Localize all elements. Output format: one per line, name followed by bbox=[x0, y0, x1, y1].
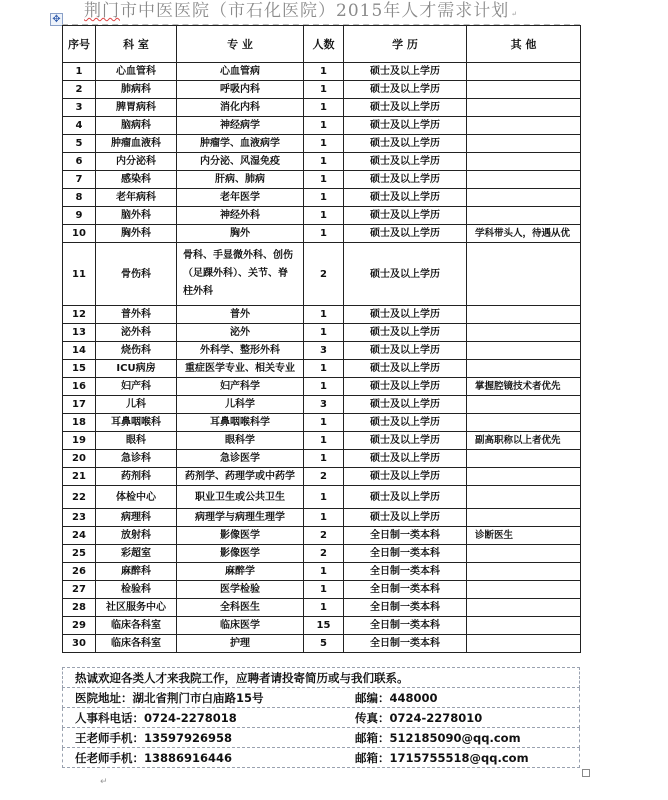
row-count: 1 bbox=[304, 306, 344, 324]
row-count: 2 bbox=[304, 527, 344, 545]
row-other bbox=[467, 450, 581, 468]
table-row bbox=[63, 599, 581, 617]
row-education: 硕士及以上学历 bbox=[344, 450, 467, 468]
footer-row bbox=[63, 728, 580, 748]
row-major: 重症医学专业、相关专业 bbox=[177, 360, 304, 378]
recruitment-table bbox=[62, 25, 581, 653]
header-count: 人数 bbox=[304, 26, 344, 63]
row-department: 普外科 bbox=[96, 306, 177, 324]
row-education: 硕士及以上学历 bbox=[344, 414, 467, 432]
row-department: 麻醉科 bbox=[96, 563, 177, 581]
row-department: 肿瘤血液科 bbox=[96, 135, 177, 153]
row-education: 全日制一类本科 bbox=[344, 527, 467, 545]
row-education: 硕士及以上学历 bbox=[344, 432, 467, 450]
wang-mobile-text: 王老师手机：13597926958 bbox=[75, 730, 233, 745]
row-major: 肿瘤学、血液病学 bbox=[177, 135, 304, 153]
row-count: 1 bbox=[304, 189, 344, 207]
row-department: 病理科 bbox=[96, 509, 177, 527]
footer-row bbox=[63, 708, 580, 728]
row-number: 29 bbox=[63, 617, 96, 635]
row-number: 2 bbox=[63, 81, 96, 99]
row-other bbox=[467, 581, 581, 599]
row-other bbox=[467, 396, 581, 414]
row-department: 脾胃病科 bbox=[96, 99, 177, 117]
row-major: 耳鼻咽喉科学 bbox=[177, 414, 304, 432]
row-education: 硕士及以上学历 bbox=[344, 225, 467, 243]
row-number: 6 bbox=[63, 153, 96, 171]
row-education: 硕士及以上学历 bbox=[344, 396, 467, 414]
header-education: 学 历 bbox=[344, 26, 467, 63]
row-other bbox=[467, 617, 581, 635]
row-department: 心血管科 bbox=[96, 63, 177, 81]
row-number: 21 bbox=[63, 468, 96, 486]
row-major: 神经病学 bbox=[177, 117, 304, 135]
row-education: 硕士及以上学历 bbox=[344, 324, 467, 342]
row-other bbox=[467, 153, 581, 171]
table-row bbox=[63, 243, 581, 306]
row-count: 1 bbox=[304, 171, 344, 189]
row-education: 硕士及以上学历 bbox=[344, 99, 467, 117]
row-education: 硕士及以上学历 bbox=[344, 378, 467, 396]
row-major: 骨科、手显微外科、创伤（足踝外科）、关节、脊柱外科 bbox=[177, 243, 304, 306]
table-row bbox=[63, 414, 581, 432]
footer-row bbox=[63, 688, 580, 708]
row-education: 硕士及以上学历 bbox=[344, 63, 467, 81]
row-department: 脑外科 bbox=[96, 207, 177, 225]
row-other bbox=[467, 324, 581, 342]
row-major: 影像医学 bbox=[177, 527, 304, 545]
row-count: 5 bbox=[304, 635, 344, 653]
row-other bbox=[467, 99, 581, 117]
row-department: 社区服务中心 bbox=[96, 599, 177, 617]
row-count: 1 bbox=[304, 225, 344, 243]
row-count: 2 bbox=[304, 243, 344, 306]
table-row bbox=[63, 63, 581, 81]
row-count: 1 bbox=[304, 153, 344, 171]
row-department: 妇产科 bbox=[96, 378, 177, 396]
row-other bbox=[467, 306, 581, 324]
footer-row bbox=[63, 748, 580, 768]
row-department: 骨伤科 bbox=[96, 243, 177, 306]
fax-text: 传真：0724-2278010 bbox=[355, 710, 483, 725]
table-row bbox=[63, 360, 581, 378]
table-row bbox=[63, 153, 581, 171]
row-department: 肺病科 bbox=[96, 81, 177, 99]
row-number: 14 bbox=[63, 342, 96, 360]
row-major: 神经外科 bbox=[177, 207, 304, 225]
row-other bbox=[467, 189, 581, 207]
title-prefix: 荆门 bbox=[84, 1, 120, 21]
footer-row bbox=[63, 668, 580, 688]
row-count: 1 bbox=[304, 563, 344, 581]
table-row bbox=[63, 509, 581, 527]
row-department: 放射科 bbox=[96, 527, 177, 545]
row-other bbox=[467, 414, 581, 432]
table-row bbox=[63, 486, 581, 509]
table-row bbox=[63, 117, 581, 135]
row-number: 1 bbox=[63, 63, 96, 81]
table-row bbox=[63, 450, 581, 468]
title-rest: 市中医医院（市石化医院）2015年人才需求计划 bbox=[120, 1, 510, 21]
row-count: 1 bbox=[304, 207, 344, 225]
table-row bbox=[63, 342, 581, 360]
table-row bbox=[63, 306, 581, 324]
table-row bbox=[63, 171, 581, 189]
row-education: 全日制一类本科 bbox=[344, 563, 467, 581]
row-count: 1 bbox=[304, 63, 344, 81]
table-header-row bbox=[63, 26, 581, 63]
row-other: 诊断医生 bbox=[467, 527, 581, 545]
row-education: 硕士及以上学历 bbox=[344, 81, 467, 99]
row-other: 学科带头人，待遇从优 bbox=[467, 225, 581, 243]
row-other bbox=[467, 599, 581, 617]
table-row bbox=[63, 324, 581, 342]
row-major: 内分泌、风湿免疫 bbox=[177, 153, 304, 171]
table-row bbox=[63, 189, 581, 207]
row-major: 职业卫生或公共卫生 bbox=[177, 486, 304, 509]
row-major: 护理 bbox=[177, 635, 304, 653]
row-department: 烧伤科 bbox=[96, 342, 177, 360]
row-education: 硕士及以上学历 bbox=[344, 243, 467, 306]
paragraph-return-icon: ↵ bbox=[511, 10, 519, 18]
header-dept: 科 室 bbox=[96, 26, 177, 63]
header-no: 序号 bbox=[63, 26, 96, 63]
row-education: 全日制一类本科 bbox=[344, 581, 467, 599]
row-count: 1 bbox=[304, 581, 344, 599]
row-department: ICU病房 bbox=[96, 360, 177, 378]
row-count: 15 bbox=[304, 617, 344, 635]
row-department: 彩超室 bbox=[96, 545, 177, 563]
row-other bbox=[467, 171, 581, 189]
row-count: 1 bbox=[304, 599, 344, 617]
row-count: 2 bbox=[304, 545, 344, 563]
table-move-handle-icon[interactable]: ✥ bbox=[50, 13, 63, 26]
row-department: 眼科 bbox=[96, 432, 177, 450]
row-number: 28 bbox=[63, 599, 96, 617]
table-row bbox=[63, 99, 581, 117]
row-major: 呼吸内科 bbox=[177, 81, 304, 99]
row-number: 12 bbox=[63, 306, 96, 324]
address-text: 医院地址：湖北省荆门市白庙路15号 bbox=[75, 690, 264, 705]
hr-phone-text: 人事科电话：0724-2278018 bbox=[75, 710, 237, 725]
table-row bbox=[63, 468, 581, 486]
row-other: 副高职称以上者优先 bbox=[467, 432, 581, 450]
row-education: 硕士及以上学历 bbox=[344, 509, 467, 527]
row-count: 1 bbox=[304, 360, 344, 378]
row-education: 硕士及以上学历 bbox=[344, 342, 467, 360]
row-count: 1 bbox=[304, 432, 344, 450]
row-major: 全科医生 bbox=[177, 599, 304, 617]
table-resize-handle[interactable] bbox=[582, 769, 590, 777]
row-number: 25 bbox=[63, 545, 96, 563]
postcode-text: 邮编：448000 bbox=[355, 690, 438, 705]
row-major: 儿科学 bbox=[177, 396, 304, 414]
table-row bbox=[63, 635, 581, 653]
row-department: 儿科 bbox=[96, 396, 177, 414]
row-major: 临床医学 bbox=[177, 617, 304, 635]
row-count: 1 bbox=[304, 81, 344, 99]
contact-table bbox=[62, 667, 580, 768]
row-education: 硕士及以上学历 bbox=[344, 306, 467, 324]
row-count: 3 bbox=[304, 342, 344, 360]
row-major: 眼科学 bbox=[177, 432, 304, 450]
row-other bbox=[467, 468, 581, 486]
row-count: 1 bbox=[304, 509, 344, 527]
row-major: 胸外 bbox=[177, 225, 304, 243]
row-other bbox=[467, 81, 581, 99]
row-education: 硕士及以上学历 bbox=[344, 135, 467, 153]
row-department: 感染科 bbox=[96, 171, 177, 189]
row-number: 22 bbox=[63, 486, 96, 509]
table-row bbox=[63, 207, 581, 225]
row-department: 泌外科 bbox=[96, 324, 177, 342]
table-row bbox=[63, 396, 581, 414]
row-number: 11 bbox=[63, 243, 96, 306]
row-department: 检验科 bbox=[96, 581, 177, 599]
row-major: 外科学、整形外科 bbox=[177, 342, 304, 360]
document-title bbox=[84, 0, 604, 22]
row-department: 急诊科 bbox=[96, 450, 177, 468]
paragraph-return-icon: ↵ bbox=[100, 777, 108, 787]
row-number: 8 bbox=[63, 189, 96, 207]
row-number: 17 bbox=[63, 396, 96, 414]
row-other bbox=[467, 135, 581, 153]
row-count: 1 bbox=[304, 486, 344, 509]
row-major: 药剂学、药理学或中药学 bbox=[177, 468, 304, 486]
row-major: 病理学与病理生理学 bbox=[177, 509, 304, 527]
table-row bbox=[63, 378, 581, 396]
row-major: 消化内科 bbox=[177, 99, 304, 117]
row-major: 心血管病 bbox=[177, 63, 304, 81]
row-other bbox=[467, 563, 581, 581]
row-department: 临床各科室 bbox=[96, 617, 177, 635]
row-department: 脑病科 bbox=[96, 117, 177, 135]
row-count: 1 bbox=[304, 135, 344, 153]
row-number: 23 bbox=[63, 509, 96, 527]
row-number: 5 bbox=[63, 135, 96, 153]
table-row bbox=[63, 581, 581, 599]
ren-email-link[interactable]: 邮箱：1715755518@qq.com bbox=[355, 750, 529, 765]
row-number: 20 bbox=[63, 450, 96, 468]
row-other bbox=[467, 509, 581, 527]
table-row bbox=[63, 225, 581, 243]
row-major: 急诊医学 bbox=[177, 450, 304, 468]
row-major: 老年医学 bbox=[177, 189, 304, 207]
header-major: 专 业 bbox=[177, 26, 304, 63]
table-row bbox=[63, 617, 581, 635]
row-education: 硕士及以上学历 bbox=[344, 468, 467, 486]
row-department: 内分泌科 bbox=[96, 153, 177, 171]
row-education: 全日制一类本科 bbox=[344, 617, 467, 635]
welcome-text: 热诚欢迎各类人才来我院工作，应聘者请投寄简历或与我们联系。 bbox=[63, 668, 580, 688]
row-count: 3 bbox=[304, 396, 344, 414]
row-count: 1 bbox=[304, 378, 344, 396]
table-row bbox=[63, 81, 581, 99]
row-other bbox=[467, 545, 581, 563]
row-other bbox=[467, 63, 581, 81]
row-other bbox=[467, 342, 581, 360]
row-education: 全日制一类本科 bbox=[344, 545, 467, 563]
row-count: 1 bbox=[304, 324, 344, 342]
row-department: 胸外科 bbox=[96, 225, 177, 243]
row-other: 掌握腔镜技术者优先 bbox=[467, 378, 581, 396]
row-education: 硕士及以上学历 bbox=[344, 153, 467, 171]
row-education: 全日制一类本科 bbox=[344, 635, 467, 653]
row-number: 26 bbox=[63, 563, 96, 581]
table-row bbox=[63, 563, 581, 581]
row-department: 耳鼻咽喉科 bbox=[96, 414, 177, 432]
row-count: 1 bbox=[304, 414, 344, 432]
row-number: 24 bbox=[63, 527, 96, 545]
row-department: 老年病科 bbox=[96, 189, 177, 207]
row-number: 9 bbox=[63, 207, 96, 225]
row-education: 硕士及以上学历 bbox=[344, 207, 467, 225]
row-other bbox=[467, 207, 581, 225]
row-number: 30 bbox=[63, 635, 96, 653]
row-department: 临床各科室 bbox=[96, 635, 177, 653]
row-department: 药剂科 bbox=[96, 468, 177, 486]
ren-mobile-text: 任老师手机：13886916446 bbox=[75, 750, 233, 765]
row-major: 普外 bbox=[177, 306, 304, 324]
row-number: 15 bbox=[63, 360, 96, 378]
row-major: 泌外 bbox=[177, 324, 304, 342]
row-number: 7 bbox=[63, 171, 96, 189]
row-education: 硕士及以上学历 bbox=[344, 171, 467, 189]
row-count: 1 bbox=[304, 117, 344, 135]
row-count: 1 bbox=[304, 450, 344, 468]
row-major: 麻醉学 bbox=[177, 563, 304, 581]
row-major: 妇产科学 bbox=[177, 378, 304, 396]
table-row bbox=[63, 432, 581, 450]
row-other bbox=[467, 360, 581, 378]
row-number: 4 bbox=[63, 117, 96, 135]
row-department: 体检中心 bbox=[96, 486, 177, 509]
row-education: 硕士及以上学历 bbox=[344, 189, 467, 207]
row-education: 全日制一类本科 bbox=[344, 599, 467, 617]
wang-email-link[interactable]: 邮箱：512185090@qq.com bbox=[355, 730, 521, 745]
row-number: 3 bbox=[63, 99, 96, 117]
table-row bbox=[63, 527, 581, 545]
header-other: 其 他 bbox=[467, 26, 581, 63]
row-education: 硕士及以上学历 bbox=[344, 117, 467, 135]
row-major: 影像医学 bbox=[177, 545, 304, 563]
row-number: 19 bbox=[63, 432, 96, 450]
table-row bbox=[63, 545, 581, 563]
row-other bbox=[467, 117, 581, 135]
row-other bbox=[467, 243, 581, 306]
row-number: 27 bbox=[63, 581, 96, 599]
row-major: 医学检验 bbox=[177, 581, 304, 599]
row-number: 18 bbox=[63, 414, 96, 432]
row-number: 16 bbox=[63, 378, 96, 396]
row-count: 2 bbox=[304, 468, 344, 486]
row-other bbox=[467, 486, 581, 509]
row-education: 硕士及以上学历 bbox=[344, 486, 467, 509]
row-other bbox=[467, 635, 581, 653]
table-row bbox=[63, 135, 581, 153]
row-education: 硕士及以上学历 bbox=[344, 360, 467, 378]
row-number: 13 bbox=[63, 324, 96, 342]
row-major: 肝病、肺病 bbox=[177, 171, 304, 189]
row-number: 10 bbox=[63, 225, 96, 243]
row-count: 1 bbox=[304, 99, 344, 117]
